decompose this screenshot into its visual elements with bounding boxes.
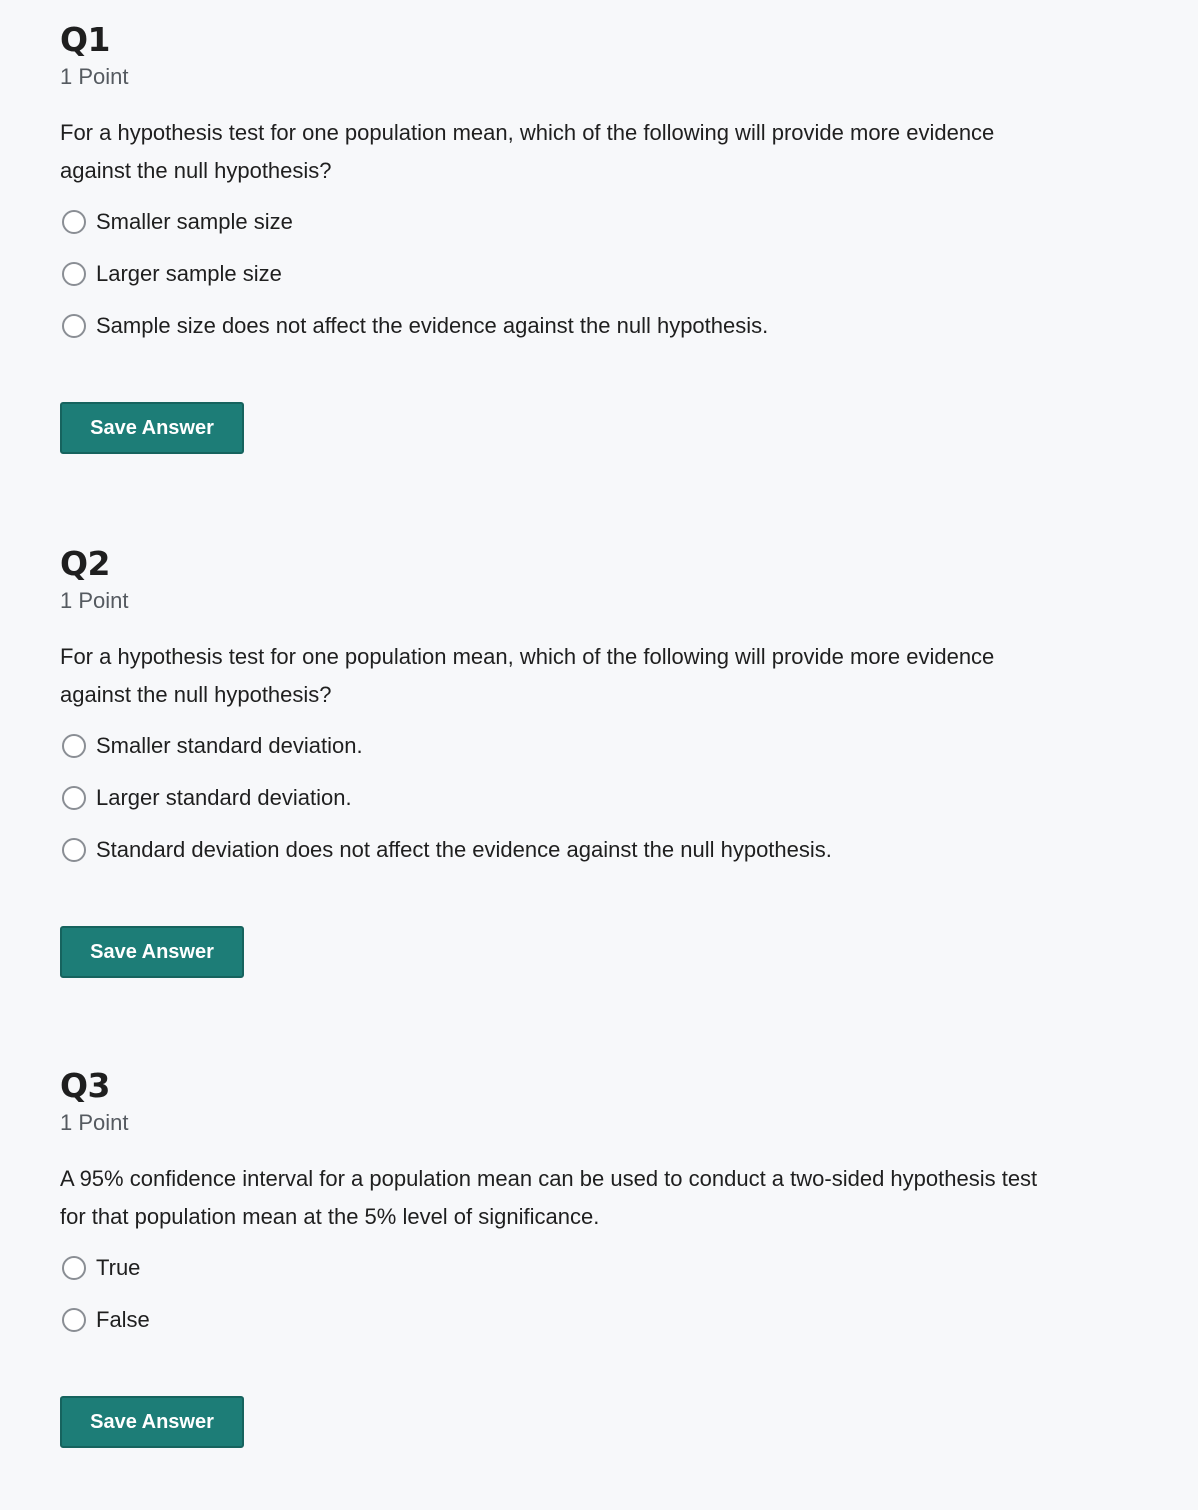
option-label: True	[96, 1255, 141, 1280]
radio-button[interactable]	[62, 1256, 86, 1280]
answer-options	[60, 720, 1140, 876]
answer-option[interactable]	[60, 196, 1140, 248]
radio-button[interactable]	[62, 838, 86, 862]
option-label: Larger sample size	[96, 261, 282, 286]
option-label: Standard deviation does not affect the evidence against the null hypothesis.	[96, 837, 832, 862]
answer-options	[60, 1242, 1140, 1346]
question-points: 1 Point	[60, 64, 129, 89]
question-title: Q1	[60, 20, 111, 59]
radio-button[interactable]	[62, 262, 86, 286]
radio-button[interactable]	[62, 210, 86, 234]
question-title: Q2	[60, 544, 111, 583]
option-label: False	[96, 1307, 150, 1332]
option-label: Smaller standard deviation.	[96, 733, 363, 758]
answer-option[interactable]	[60, 772, 1140, 824]
question-2	[60, 544, 1140, 963]
radio-button[interactable]	[62, 314, 86, 338]
radio-button[interactable]	[62, 734, 86, 758]
option-label: Sample size does not affect the evidence against the null hypothesis.	[96, 313, 769, 338]
save-answer-button[interactable]: Save Answer	[60, 402, 244, 454]
radio-button[interactable]	[62, 1308, 86, 1332]
save-answer-button[interactable]: Save Answer	[60, 926, 244, 978]
question-prompt: A 95% confidence interval for a population mean can be used to conduct a two-sided hypothesis test for that population mean at the 5% level of significance.	[60, 1166, 1038, 1229]
answer-option[interactable]	[60, 720, 1140, 772]
answer-option[interactable]	[60, 248, 1140, 300]
question-1	[60, 20, 1140, 439]
question-3	[60, 1066, 1140, 1433]
option-label: Smaller sample size	[96, 209, 293, 234]
question-points: 1 Point	[60, 588, 129, 613]
option-label: Larger standard deviation.	[96, 785, 352, 810]
question-title: Q3	[60, 1066, 111, 1105]
save-answer-button[interactable]: Save Answer	[60, 1396, 244, 1448]
answer-option[interactable]	[60, 300, 1140, 352]
radio-button[interactable]	[62, 786, 86, 810]
question-prompt: For a hypothesis test for one population mean, which of the following will provide more evidence against the null hypothesis?	[60, 644, 995, 707]
answer-option[interactable]	[60, 1242, 1140, 1294]
question-points: 1 Point	[60, 1110, 129, 1135]
answer-options	[60, 196, 1140, 352]
answer-option[interactable]	[60, 1294, 1140, 1346]
question-prompt: For a hypothesis test for one population mean, which of the following will provide more evidence against the null hypothesis?	[60, 120, 995, 183]
answer-option[interactable]	[60, 824, 1140, 876]
